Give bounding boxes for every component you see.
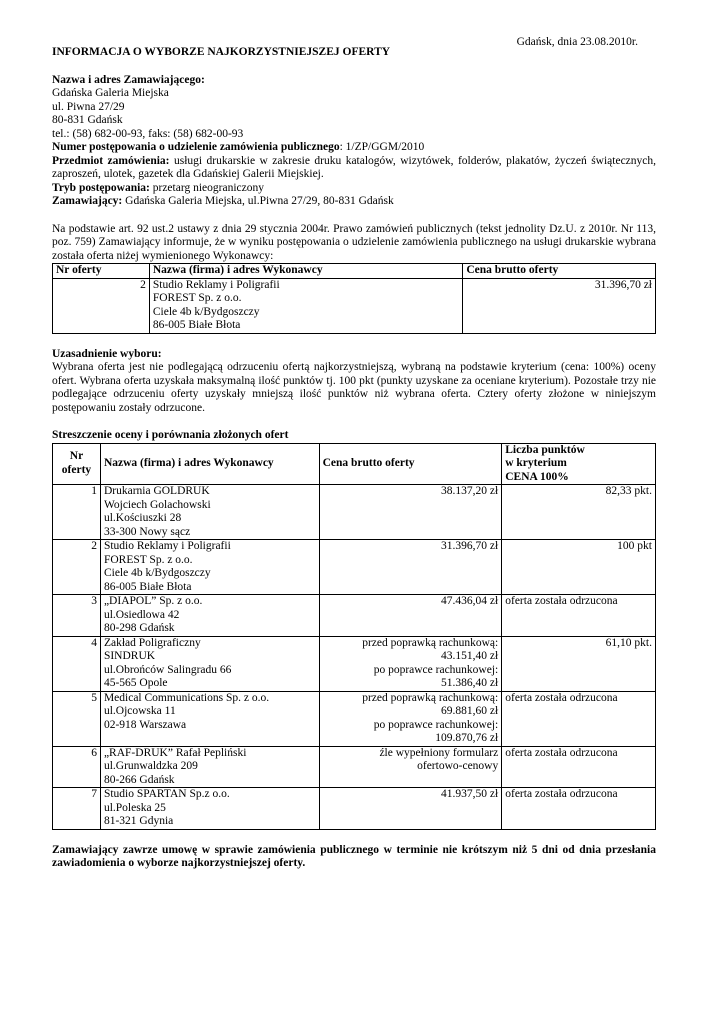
summary-name-line: 02-918 Warszawa <box>103 718 187 731</box>
summary-price-line: 41.937,50 zł <box>441 788 499 800</box>
summary-name <box>100 691 319 746</box>
contracting-line: ul. Piwna 27/29 <box>52 100 125 113</box>
summary-nr: 4 <box>53 636 101 691</box>
summary-points: oferta została odrzucona <box>502 746 656 788</box>
winner-table <box>52 263 656 334</box>
justification-text: Wybrana oferta jest nie podlegającą odrzuceniu ofertą najkorzystniejszą, wybraną na podstawie kryterium (cena: 100%) oceny ofert. Wybrana oferta uzyskała maksymalną ilość punktów tj. 100 pkt (punkty uzyskane za oceniane kryterium). Pozostałe trzy nie podlegające odrzuceniu oferty uzyskały mniejszą ilość punktów niż wybrana oferta. Cztery oferty złożone w niniejszym postępowaniu zostały odrzucone. <box>52 361 656 414</box>
summary-row <box>53 788 656 830</box>
summary-row <box>53 746 656 788</box>
procedure-number-label: Numer postępowania o udzielenie zamówienia publicznego <box>52 141 340 153</box>
subject-label: Przedmiot zamówienia: <box>52 154 170 167</box>
summary-name-line: ul.Osiedlowa 42 <box>103 608 180 621</box>
summary-price <box>319 485 502 540</box>
summary-name-line: 81-321 Gdynia <box>103 815 174 827</box>
procedure-number-value: : 1/ZP/GGM/2010 <box>339 141 425 153</box>
summary-name-line: Studio Reklamy i Poligrafii <box>103 540 231 552</box>
subject-of-order <box>52 155 656 182</box>
summary-name <box>100 746 319 788</box>
summary-name-line: Ciele 4b k/Bydgoszczy <box>103 567 211 579</box>
summary-price <box>319 691 502 746</box>
summary-row <box>53 595 656 637</box>
summary-price <box>319 636 502 691</box>
summary-heading: Streszczenie oceny i porównania złożonych ofert <box>52 429 289 441</box>
summary-price-line: 38.137,20 zł <box>441 485 499 497</box>
summary-points: 61,10 pkt. <box>502 636 656 691</box>
subject-value: usługi drukarskie w zakresie druku katalogów, wizytówek, folderów, plakatów, życzeń świątecznych, zaproszeń, ulotek, gazetek dla Gdańskiej Galerii Miejskiej. <box>52 154 657 180</box>
contracting-line: 80-831 Gdańsk <box>52 114 123 126</box>
points-header-line: CENA 100% <box>505 470 569 483</box>
contracting-heading: Nazwa i adres Zamawiającego: <box>52 73 205 86</box>
summary-price-line: przed poprawką rachunkową: <box>362 691 499 704</box>
summary-price-line: 51.386,40 zł <box>441 677 499 689</box>
winner-header-nr: Nr oferty <box>53 264 150 279</box>
summary-name-line: 45-565 Opole <box>103 677 168 689</box>
summary-row <box>53 540 656 595</box>
basis-paragraph: Na podstawie art. 92 ust.2 ustawy z dnia 29 stycznia 2004r. Prawo zamówień publicznych (tekst jednolity Dz.U. z 2010r. Nr 113, poz. 759) Zamawiający informuje, że w wyniku postępowania o udzielenie zamówienia publicznego na usługi drukarskie wybrana została oferta niżej wymienionego Wykonawcy: <box>52 222 656 262</box>
winner-name <box>149 278 462 333</box>
summary-row <box>53 485 656 540</box>
points-header-line: Liczba punktów <box>505 443 585 456</box>
summary-name-line: Drukarnia GOLDRUK <box>103 485 210 497</box>
summary-name-line: „RAF-DRUK” Rafał Pepliński <box>103 746 247 759</box>
summary-nr: 7 <box>53 788 101 830</box>
summary-points: oferta została odrzucona <box>502 595 656 637</box>
summary-nr: 2 <box>53 540 101 595</box>
summary-points: oferta została odrzucona <box>502 691 656 746</box>
winner-name-line: FOREST Sp. z o.o. <box>152 292 242 304</box>
winner-price: 31.396,70 zł <box>463 278 656 333</box>
document-title: INFORMACJA O WYBORZE NAJKORZYSTNIEJSZEJ OFERTY <box>52 46 391 58</box>
summary-name-line: ul.Poleska 25 <box>103 801 166 814</box>
summary-name-line: ul.Grunwaldzka 209 <box>103 760 198 772</box>
summary-name-line: ul.Obrońców Salingradu 66 <box>103 663 232 676</box>
summary-price-line: przed poprawką rachunkową: <box>362 636 499 649</box>
summary-row <box>53 691 656 746</box>
summary-name-line: „DIAPOL” Sp. z o.o. <box>103 595 203 607</box>
summary-price-line: 109.870,76 zł <box>435 732 499 744</box>
summary-price-line: 31.396,70 zł <box>441 540 499 552</box>
summary-header-nr: Nr oferty <box>53 443 101 485</box>
summary-name-line: Studio SPARTAN Sp.z o.o. <box>103 788 230 800</box>
summary-name-line: Medical Communications Sp. z o.o. <box>103 691 270 704</box>
summary-name-line: 80-266 Gdańsk <box>103 773 175 786</box>
winner-header-price: Cena brutto oferty <box>463 264 656 279</box>
summary-name-line: SINDRUK <box>103 650 156 662</box>
summary-price <box>319 540 502 595</box>
summary-name <box>100 636 319 691</box>
summary-price-line: źle wypełniony formularz <box>379 746 499 759</box>
summary-name-line: FOREST Sp. z o.o. <box>103 553 193 566</box>
closing-statement: Zamawiający zawrze umowę w sprawie zamówienia publicznego w terminie nie krótszym niż 5 dni od dnia przesłania zawiadomienia o wyborze najkorzystniejszej oferty. <box>52 843 656 869</box>
summary-name <box>100 540 319 595</box>
summary-name-line: 33-300 Nowy sącz <box>103 525 191 538</box>
summary-points: 100 pkt <box>502 540 656 595</box>
winner-name-line: Studio Reklamy i Poligrafii <box>152 278 280 291</box>
summary-price <box>319 595 502 637</box>
summary-name <box>100 595 319 637</box>
mode-value: przetarg nieograniczony <box>149 181 264 194</box>
justification-heading: Uzasadnienie wyboru: <box>52 347 162 360</box>
procedure-number <box>52 141 656 155</box>
summary-name-line: Zakład Poligraficzny <box>103 636 201 649</box>
winner-nr: 2 <box>53 278 150 333</box>
contracting-line: Gdańska Galeria Miejska <box>52 87 169 99</box>
mode-label: Tryb postępowania: <box>52 181 150 194</box>
summary-name-line: ul.Kościuszki 28 <box>103 512 182 524</box>
summary-price <box>319 746 502 788</box>
summary-header-name: Nazwa (firma) i adres Wykonawcy <box>100 443 319 485</box>
summary-nr: 6 <box>53 746 101 788</box>
summary-name-line: 86-005 Białe Błota <box>103 580 192 593</box>
summary-table <box>52 443 656 830</box>
summary-row <box>53 636 656 691</box>
summary-points: 82,33 pkt. <box>502 485 656 540</box>
summary-name-line: ul.Ojcowska 11 <box>103 705 176 717</box>
summary-nr: 5 <box>53 691 101 746</box>
summary-nr: 3 <box>53 595 101 637</box>
summary-points: oferta została odrzucona <box>502 788 656 830</box>
summary-header-points <box>502 443 656 485</box>
contracting-authority-section <box>52 74 656 209</box>
winner-name-line: 86-005 Białe Błota <box>152 319 241 331</box>
summary-name-line: 80-298 Gdańsk <box>103 622 175 634</box>
winner-header-name: Nazwa (firma) i adres Wykonawcy <box>149 264 462 279</box>
summary-price-line: po poprawce rachunkowej: <box>373 663 499 676</box>
summary-nr: 1 <box>53 485 101 540</box>
summary-price-line: 47.436,04 zł <box>441 595 499 607</box>
summary-header-price: Cena brutto oferty <box>319 443 502 485</box>
summary-name <box>100 485 319 540</box>
points-header-line: w kryterium <box>505 457 567 469</box>
document-date: Gdańsk, dnia 23.08.2010r. <box>516 36 638 48</box>
ordering-label: Zamawiający: <box>52 195 123 207</box>
procedure-mode <box>52 182 656 196</box>
summary-name <box>100 788 319 830</box>
ordering-value: Gdańska Galeria Miejska, ul.Piwna 27/29, 80-831 Gdańsk <box>122 195 394 207</box>
summary-price-line: 69.881,60 zł <box>441 705 499 717</box>
winner-row <box>53 278 656 333</box>
summary-price-line: ofertowo-cenowy <box>417 760 499 772</box>
ordering-party <box>52 195 656 209</box>
contracting-line: tel.: (58) 682-00-93, faks: (58) 682-00-93 <box>52 127 244 140</box>
summary-price-line: 43.151,40 zł <box>441 650 499 662</box>
summary-name-line: Wojciech Golachowski <box>103 498 211 511</box>
summary-price <box>319 788 502 830</box>
summary-price-line: po poprawce rachunkowej: <box>373 718 499 731</box>
winner-name-line: Ciele 4b k/Bydgoszczy <box>152 305 260 318</box>
